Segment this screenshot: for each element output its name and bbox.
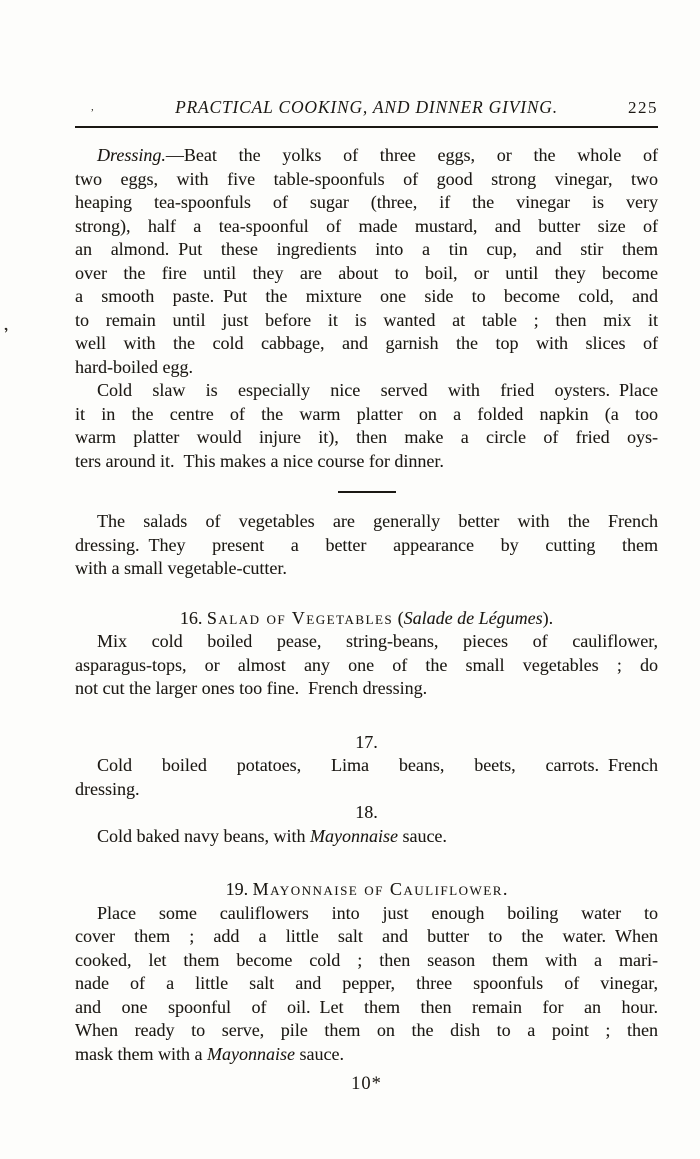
text-segment: dressing. They present a better appearance by cutting them: [75, 534, 658, 555]
text-segment: cover them ; add a little salt and butter to the water. When: [75, 926, 658, 946]
recipe-heading: [75, 607, 658, 631]
text-line: [75, 144, 658, 168]
text-segment: Salad of Vegetables: [206, 607, 394, 628]
text-segment: Dressing.: [97, 145, 166, 165]
text-segment: dressing.: [75, 778, 140, 799]
text-line: [75, 403, 658, 427]
text-segment: When ready to serve, pile them on the dish to a point ; then: [75, 1020, 658, 1040]
text-line: [75, 379, 658, 403]
paragraph: [75, 630, 658, 701]
text-segment: strong), half a tea-spoonful of made mustard, and butter size of: [75, 215, 658, 236]
text-segment: Mayonnaise of Cauliflower: [252, 879, 503, 899]
text-segment: —Beat the yolks of three eggs, or the whole of: [165, 145, 658, 165]
paragraph: [75, 144, 658, 379]
text-segment: over the fire until they are about to boil, or until they become: [75, 262, 658, 283]
text-segment: 17.: [355, 731, 378, 752]
text-segment: .: [502, 879, 508, 899]
text-line: [75, 677, 658, 701]
running-head: [75, 97, 658, 119]
text-segment: (: [393, 607, 404, 628]
page-title: PRACTICAL COOKING, AND DINNER GIVING.: [175, 97, 558, 117]
paragraph: [75, 379, 658, 473]
text-line: [75, 450, 658, 474]
recipe-heading: [75, 731, 658, 755]
text-segment: ).: [542, 607, 554, 628]
section-divider: [338, 491, 396, 493]
text-segment: cooked, let them become cold ; then season them with a mari-: [75, 949, 658, 970]
text-segment: Cold boiled potatoes, Lima beans, beets, carrots. French: [97, 755, 658, 775]
text-segment: Place some cauliflowers into just enough boiling water to: [97, 902, 658, 923]
text-segment: sauce.: [294, 1043, 344, 1064]
paragraph: [75, 902, 658, 1067]
paragraph: [75, 825, 658, 849]
text-line: [75, 996, 658, 1020]
print-artifact-rule: ,: [91, 101, 94, 113]
text-segment: a smooth paste. Put the mixture one side to become cold, and: [75, 286, 658, 306]
text-segment: not cut the larger ones too fine. French dressing.: [75, 678, 428, 698]
text-segment: Mix cold boiled pease, string-beans, pieces of cauliflower,: [97, 631, 658, 651]
print-artifact-margin: ‚: [1, 317, 10, 335]
text-line: [75, 215, 658, 239]
recipe-heading: [75, 801, 658, 825]
text-segment: sauce.: [397, 825, 447, 846]
text-segment: well with the cold cabbage, and garnish the top with slices of: [75, 333, 658, 353]
text-segment: 19.: [225, 879, 253, 899]
text-line: [75, 285, 658, 309]
text-line: [75, 426, 658, 450]
text-line: [75, 356, 658, 380]
text-segment: nade of a little salt and pepper, three spoonfuls of vinegar,: [75, 973, 658, 993]
text-line: [75, 778, 658, 802]
text-line: [75, 825, 658, 849]
text-segment: asparagus-tops, or almost any one of the small vegetables ; do: [75, 654, 658, 675]
text-segment: an almond. Put these ingredients into a tin cup, and stir them: [75, 239, 658, 259]
text-segment: Cold slaw is especially nice served with fried oysters. Place: [97, 380, 658, 400]
text-line: [75, 557, 658, 581]
text-line: [75, 191, 658, 215]
text-segment: The salads of vegetables are generally better with the French: [97, 511, 658, 531]
text-segment: Salade de Légumes: [403, 607, 543, 628]
text-line: [75, 510, 658, 534]
text-line: [75, 168, 658, 192]
text-segment: Mayonnaise: [309, 825, 398, 846]
text-line: [75, 754, 658, 778]
text-line: [75, 949, 658, 973]
text-line: [75, 332, 658, 356]
text-segment: 18.: [355, 802, 378, 822]
text-line: [75, 972, 658, 996]
text-line: [75, 925, 658, 949]
text-segment: it in the centre of the warm platter on a folded napkin (a too: [75, 403, 658, 424]
text-line: [75, 902, 658, 926]
text-segment: mask them with a: [75, 1043, 207, 1064]
text-segment: Cold baked navy beans, with: [97, 825, 310, 846]
text-segment: warm platter would injure it), then make a circle of fried oys-: [75, 427, 658, 447]
text-line: [75, 262, 658, 286]
recipe-heading: [75, 878, 658, 902]
text-segment: two eggs, with five table-spoonfuls of good strong vinegar, two: [75, 168, 658, 189]
text-segment: Mayonnaise: [206, 1043, 295, 1064]
signature-mark: 10*: [351, 1074, 382, 1094]
text-segment: ters around it. This makes a nice course for dinner.: [75, 450, 444, 471]
text-line: [75, 630, 658, 654]
header-rule: [75, 126, 658, 128]
text-line: [75, 1019, 658, 1043]
text-line: [75, 238, 658, 262]
text-segment: and one spoonful of oil. Let them then remain for an hour.: [75, 996, 658, 1017]
text-segment: to remain until just before it is wanted at table ; then mix it: [75, 309, 658, 330]
text-line: [75, 1043, 658, 1067]
text-line: [75, 654, 658, 678]
text-column: [75, 97, 658, 1095]
text-segment: 16.: [179, 607, 207, 628]
text-line: [75, 309, 658, 333]
paragraph: [75, 510, 658, 581]
page-number: 225: [628, 98, 658, 117]
text-line: [75, 534, 658, 558]
text-segment: heaping tea-spoonfuls of sugar (three, if the vinegar is very: [75, 192, 658, 212]
page-body: [75, 144, 658, 1066]
paragraph: [75, 754, 658, 801]
text-segment: with a small vegetable-cutter.: [75, 558, 287, 578]
text-segment: hard-boiled egg.: [75, 356, 193, 377]
